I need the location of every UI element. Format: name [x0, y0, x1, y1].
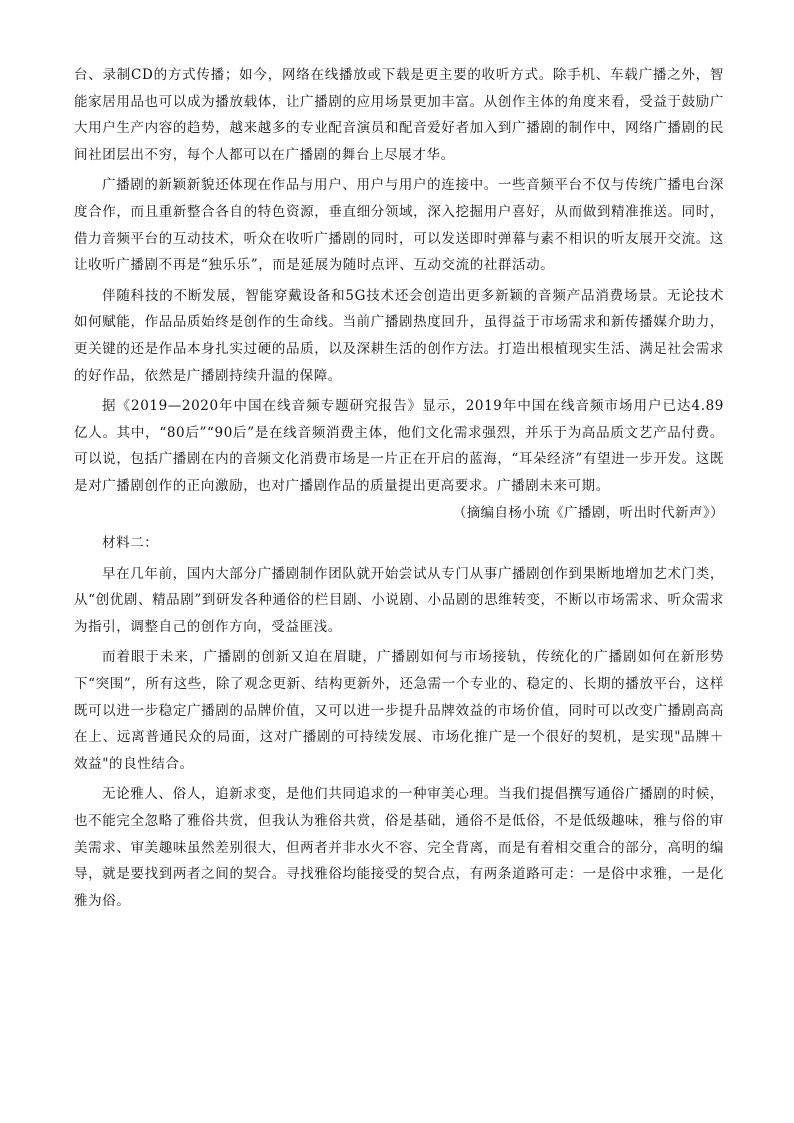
material-two-label: 材料二： [102, 535, 159, 552]
paragraph-3: 伴随科技的不断发展，智能穿戴设备和5G技术还会创造出更多新颖的音频产品消费场景。无论技术如何赋能，作品品质始终是创作的生命线。当前广播剧热度回升，虽得益于市场需求和新传播媒介助力，更关键的还是作品本身扎实过硬的品质，以及深耕生活的创作方法。打造出根植现实生活、满足社会需求的好作品，依然是广播剧持续升温的保障。 [74, 287, 724, 384]
paragraph-4: 据《2019—2020年中国在线音频专题研究报告》显示，2019年中国在线音频市场用户已达4.89亿人。其中，“80后”“90后”是在线音频消费主体，他们文化需求强烈，并乐于为高品质文艺产品付费。可以说，包括广播剧在内的音频文化消费市场是一片正在开启的蓝海，“耳朵经济”有望进一步开发。这既是对广播剧创作的正向激励，也对广播剧作品的质量提出更高要求。广播剧未来可期。 [74, 398, 724, 494]
material-two-paragraph-1: 早在几年前，国内大部分广播剧制作团队就开始尝试从专门从事广播剧创作到果断地增加艺术门类，从“创优剧、精品剧”到研发各种通俗的栏目剧、小说剧、小品剧的思维转变，不断以市场需求、听众需求为指引，调整自己的创作方向，受益匪浅。 [74, 565, 724, 635]
material-two-paragraph-3: 无论雅人、俗人，追新求变，是他们共同追求的一种审美心理。当我们提倡撰写通俗广播剧的时候，也不能完全忽略了雅俗共赏，但我认为雅俗共赏，俗是基础，通俗不是低俗，不是低级趣味，雅与俗的审美需求、审美趣味虽然差别很大，但两者并非水火不容、完全背离，而是有着相交重合的部分，高明的编导，就是要找到两者之间的契合。寻找雅俗均能接受的契合点，有两条道路可走：一是俗中求雅，一是化雅为俗。 [74, 786, 724, 909]
material-two-paragraph-2: 而着眼于未来，广播剧的创新又迫在眉睫，广播剧如何与市场接轨，传统化的广播剧如何在新形势下“突围”，所有这些，除了观念更新、结构更新外，还急需一个专业的、稳定的、长期的播放平台，这样既可以进一步稳定广播剧的品牌价值，又可以进一步提升品牌效益的市场价值，同时可以改变广播剧高高在上、远离普通民众的局面，这对广播剧的可持续发展、市场化推广是一个很好的契机，是实现"品牌＋效益"的良性结合。 [74, 649, 724, 772]
paragraph-1: 台、录制CD的方式传播；如今，网络在线播放或下载是更主要的收听方式。除手机、车载广播之外，智能家居用品也可以成为播放载体，让广播剧的应用场景更加丰富。从创作主体的角度来看，受益于鼓励广大用户生产内容的趋势，越来越多的专业配音演员和配音爱好者加入到广播剧的制作中，网络广播剧的民间社团层出不穷，每个人都可以在广播剧的舞台上尽展才华。 [74, 67, 724, 163]
document-page [74, 62, 724, 914]
source-citation: （摘编自杨小琉《广播剧，听出时代新声》） [452, 504, 724, 521]
paragraph-2: 广播剧的新颖新貌还体现在作品与用户、用户与用户的连接中。一些音频平台不仅与传统广播电台深度合作，而且重新整合各自的特色资源，垂直细分领域，深入挖掘用户喜好，从而做到精准推送。同时，借力音频平台的互动技术，听众在收听广播剧的同时，可以发送即时弹幕与素不相识的听友展开交流。这让收听广播剧不再是“独乐乐”，而是延展为随时点评、互动交流的社群活动。 [74, 177, 724, 274]
